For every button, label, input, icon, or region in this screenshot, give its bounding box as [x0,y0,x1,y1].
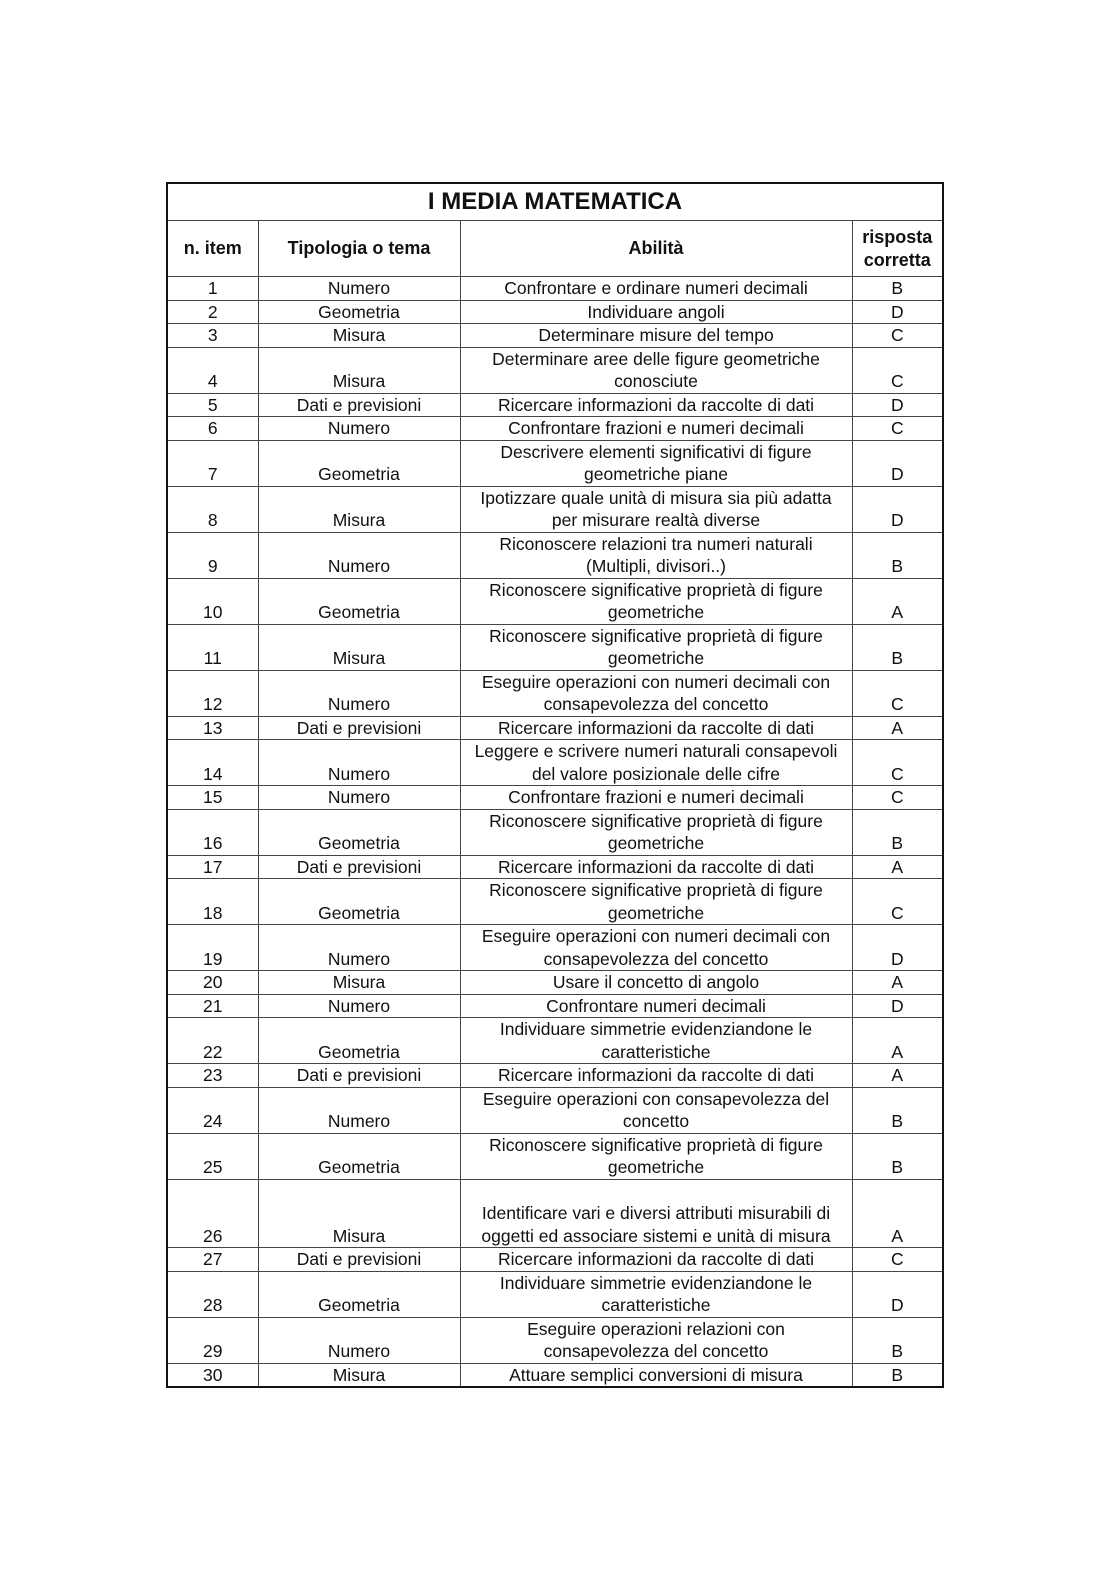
header-abilita: Abilità [460,221,852,277]
abilita-cell [460,925,852,971]
table-row [167,855,943,879]
tipologia-cell: Geometria [258,578,460,624]
item-number-cell: 28 [167,1271,258,1317]
abilita-line [463,1180,850,1203]
abilita-cell [460,277,852,301]
risposta-cell: B [852,1363,943,1387]
table-row [167,277,943,301]
risposta-cell: C [852,740,943,786]
item-number-cell: 8 [167,486,258,532]
table-row [167,393,943,417]
abilita-cell [460,440,852,486]
item-number-cell: 14 [167,740,258,786]
abilita-line: consapevolezza del concetto [543,1341,769,1361]
table-row [167,670,943,716]
abilita-line: Usare il concetto di angolo [552,972,760,992]
tipologia-cell: Numero [258,1317,460,1363]
tipologia-cell: Numero [258,1087,460,1133]
abilita-cell [460,578,852,624]
tipologia-cell: Numero [258,740,460,786]
abilita-line: Individuare angoli [587,301,725,322]
item-number-cell: 3 [167,324,258,348]
abilita-line: Riconoscere relazioni tra numeri naturali [499,533,813,554]
abilita-line: Riconoscere significative proprietà di figure [489,880,823,900]
abilita-line: Determinare misure del tempo [538,325,774,345]
risposta-cell: D [852,300,943,324]
risposta-cell: D [852,440,943,486]
table-row [167,324,943,348]
abilita-cell [460,486,852,532]
abilita-cell [460,971,852,995]
table-row [167,879,943,925]
risposta-cell: D [852,994,943,1018]
risposta-cell: D [852,393,943,417]
tipologia-cell: Geometria [258,1018,460,1064]
risposta-cell: D [852,925,943,971]
risposta-cell: A [852,971,943,995]
item-number-cell: 4 [167,347,258,393]
abilita-line: Ipotizzare quale unità di misura sia più adatta [480,487,832,508]
risposta-cell: A [852,855,943,879]
tipologia-cell: Dati e previsioni [258,1248,460,1272]
abilita-line: Ricercare informazioni da raccolte di dati [497,1065,815,1085]
tipologia-cell: Numero [258,277,460,301]
header-risposta-line2: corretta [863,249,931,270]
tipologia-cell: Misura [258,324,460,348]
abilita-line: Leggere e scrivere numeri naturali consapevoli [474,741,838,761]
table-row [167,1087,943,1133]
abilita-cell [460,670,852,716]
abilita-line: geometriche [607,602,705,622]
abilita-cell [460,1018,852,1064]
risposta-cell: A [852,578,943,624]
abilita-cell [460,1179,852,1248]
abilita-line: (Multipli, divisori..) [585,556,727,576]
item-number-cell: 29 [167,1317,258,1363]
item-number-cell: 11 [167,624,258,670]
tipologia-cell: Numero [258,417,460,441]
risposta-cell: B [852,532,943,578]
abilita-cell [460,300,852,324]
abilita-cell [460,879,852,925]
abilita-line: concetto [622,1111,690,1131]
abilita-line: conosciute [614,371,698,391]
table-row [167,1018,943,1064]
abilita-line: Ricercare informazioni da raccolte di dati [497,1249,815,1269]
table-row [167,716,943,740]
tipologia-cell: Geometria [258,809,460,855]
table-row [167,347,943,393]
abilita-cell [460,1363,852,1387]
item-number-cell: 1 [167,277,258,301]
table-row [167,786,943,810]
risposta-cell: C [852,324,943,348]
abilita-line: Riconoscere significative proprietà di figure [489,810,823,831]
tipologia-cell: Misura [258,971,460,995]
abilita-line: per misurare realtà diverse [551,510,761,530]
item-number-cell: 9 [167,532,258,578]
item-number-cell: 10 [167,578,258,624]
risposta-cell: C [852,670,943,716]
tipologia-cell: Misura [258,347,460,393]
item-number-cell: 17 [167,855,258,879]
abilita-line: Confrontare frazioni e numeri decimali [508,787,804,807]
item-number-cell: 23 [167,1064,258,1088]
risposta-cell: A [852,716,943,740]
abilita-line: geometriche [607,833,705,853]
abilita-line: caratteristiche [601,1041,711,1062]
table-body [167,277,943,1388]
risposta-cell: C [852,786,943,810]
abilita-line: Confrontare e ordinare numeri decimali [504,278,808,298]
abilita-cell [460,994,852,1018]
tipologia-cell: Numero [258,925,460,971]
tipologia-cell: Dati e previsioni [258,716,460,740]
risposta-cell: B [852,1317,943,1363]
table-row [167,1271,943,1317]
tipologia-cell: Dati e previsioni [258,855,460,879]
abilita-line: Ricercare informazioni da raccolte di dati [497,394,815,415]
item-number-cell: 13 [167,716,258,740]
table-row [167,1363,943,1387]
risposta-cell: C [852,347,943,393]
abilita-line: Eseguire operazioni relazioni con [527,1318,785,1339]
tipologia-cell: Misura [258,1179,460,1248]
risposta-cell: B [852,624,943,670]
item-number-cell: 15 [167,786,258,810]
abilita-line: oggetti ed associare sistemi e unità di misura [481,1225,831,1246]
item-number-cell: 30 [167,1363,258,1387]
abilita-cell [460,786,852,810]
item-number-cell: 7 [167,440,258,486]
table-row [167,1248,943,1272]
table-row [167,1317,943,1363]
tipologia-cell: Geometria [258,879,460,925]
table-row [167,971,943,995]
table-row [167,486,943,532]
abilita-cell [460,347,852,393]
abilita-line: geometriche piane [584,464,728,484]
tipologia-cell: Numero [258,670,460,716]
item-number-cell: 5 [167,393,258,417]
abilita-line: consapevolezza del concetto [543,948,769,969]
table-row [167,994,943,1018]
header-risposta-line1: risposta [862,226,933,247]
header-item-number: n. item [167,221,258,277]
table-row [167,300,943,324]
abilita-cell [460,417,852,441]
tipologia-cell: Dati e previsioni [258,1064,460,1088]
abilita-line: Eseguire operazioni con numeri decimali con [481,926,831,946]
table-row [167,1179,943,1248]
tipologia-cell: Numero [258,994,460,1018]
table-row [167,440,943,486]
table-row [167,740,943,786]
abilita-cell [460,393,852,417]
tipologia-cell: Numero [258,532,460,578]
answer-key-table [166,182,944,1388]
abilita-cell [460,740,852,786]
table-row [167,925,943,971]
abilita-line: geometriche [607,902,705,923]
item-number-cell: 22 [167,1018,258,1064]
abilita-cell [460,1087,852,1133]
abilita-cell [460,324,852,348]
abilita-cell [460,855,852,879]
risposta-cell: B [852,1087,943,1133]
abilita-line: Ricercare informazioni da raccolte di dati [497,856,815,877]
item-number-cell: 21 [167,994,258,1018]
item-number-cell: 6 [167,417,258,441]
risposta-cell: A [852,1018,943,1064]
risposta-cell: D [852,486,943,532]
tipologia-cell: Geometria [258,1271,460,1317]
abilita-line: Descrivere elementi significativi di figure [500,441,812,462]
item-number-cell: 12 [167,670,258,716]
table-row [167,624,943,670]
risposta-cell: B [852,277,943,301]
risposta-cell: D [852,1271,943,1317]
tipologia-cell: Misura [258,1363,460,1387]
abilita-line: geometriche [607,1157,705,1177]
item-number-cell: 24 [167,1087,258,1133]
abilita-line: Riconoscere significative proprietà di figure [489,1134,823,1155]
abilita-line: caratteristiche [601,1295,711,1315]
abilita-cell [460,1317,852,1363]
risposta-cell: C [852,417,943,441]
abilita-line: Riconoscere significative proprietà di figure [489,625,823,646]
item-number-cell: 20 [167,971,258,995]
abilita-line: consapevolezza del concetto [543,694,769,714]
abilita-line: Ricercare informazioni da raccolte di dati [497,717,815,738]
risposta-cell: A [852,1064,943,1088]
abilita-line: del valore posizionale delle cifre [531,763,781,784]
abilita-line: Confrontare frazioni e numeri decimali [508,418,804,438]
table-row [167,1064,943,1088]
tipologia-cell: Misura [258,624,460,670]
item-number-cell: 27 [167,1248,258,1272]
header-tipologia: Tipologia o tema [258,221,460,277]
table-row [167,417,943,441]
tipologia-cell: Misura [258,486,460,532]
tipologia-cell: Geometria [258,1133,460,1179]
abilita-line: Eseguire operazioni con consapevolezza del [482,1088,830,1109]
abilita-line: Individuare simmetrie evidenziandone le [499,1272,813,1293]
item-number-cell: 18 [167,879,258,925]
abilita-line: Identificare vari e diversi attributi misurabili di [481,1203,831,1223]
table-row [167,1133,943,1179]
table-row [167,532,943,578]
tipologia-cell: Numero [258,786,460,810]
item-number-cell: 16 [167,809,258,855]
abilita-cell [460,1064,852,1088]
tipologia-cell: Geometria [258,300,460,324]
table-title: I MEDIA MATEMATICA [167,183,943,221]
abilita-cell [460,1271,852,1317]
table-row [167,809,943,855]
risposta-cell: C [852,1248,943,1272]
abilita-cell [460,809,852,855]
item-number-cell: 2 [167,300,258,324]
abilita-line: Individuare simmetrie evidenziandone le [499,1019,813,1039]
risposta-cell: B [852,809,943,855]
tipologia-cell: Geometria [258,440,460,486]
header-risposta [852,221,943,277]
item-number-cell: 25 [167,1133,258,1179]
item-number-cell: 19 [167,925,258,971]
abilita-cell [460,1248,852,1272]
tipologia-cell: Dati e previsioni [258,393,460,417]
item-number-cell: 26 [167,1179,258,1248]
abilita-line: Eseguire operazioni con numeri decimali con [481,671,831,692]
abilita-line: geometriche [607,648,705,668]
abilita-cell [460,716,852,740]
abilita-line: Attuare semplici conversioni di misura [509,1364,803,1385]
risposta-cell: C [852,879,943,925]
abilita-line: Determinare aree delle figure geometriche [492,348,820,369]
abilita-cell [460,624,852,670]
table-row [167,578,943,624]
abilita-cell [460,532,852,578]
abilita-cell [460,1133,852,1179]
risposta-cell: A [852,1179,943,1248]
abilita-line: Riconoscere significative proprietà di figure [489,579,823,600]
abilita-line: Confrontare numeri decimali [546,995,766,1016]
risposta-cell: B [852,1133,943,1179]
